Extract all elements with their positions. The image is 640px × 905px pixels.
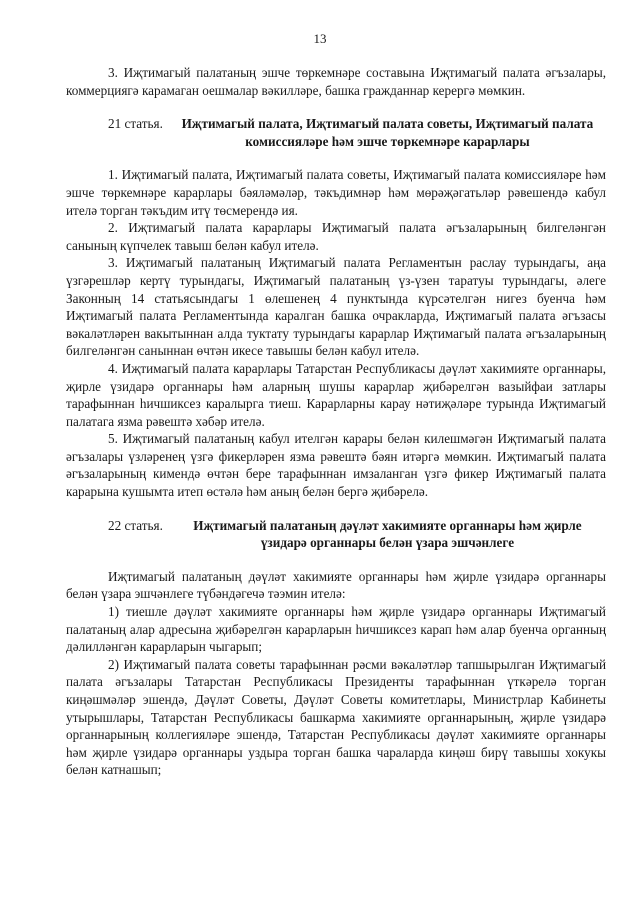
article-22-heading [66,517,606,552]
art21-item-5: 5. Иҗтимагый палатаның кабул ителгән карары белән килешмәгән Иҗтимагый палата әгъзалары үзләренең үзгә фикерләрен язма рәвештә бәян итәргә мөмкин. Иҗтимагый палата әгъзаларының кимендә өчтән бере тарафыннан имзаланган үзгә фикер Иҗтимагый палата карарына кушымта итеп өстәлә һәм аның белән бергә җибәрелә. [66,431,606,500]
art21-item-1: 1. Иҗтимагый палата, Иҗтимагый палата советы, Иҗтимагый палата комиссияләре һәм эшче төркемнәре карарлары бәяләмәләр, тәкъдимнәр һәм мөрәҗәгатьләр рәвешендә кабул ителә торган тәкъдим итү төсмерендә ия. [66,167,606,218]
art22-intro: Иҗтимагый палатаның дәүләт хакимияте органнары һәм җирле үзидарә органнары белән үзара эшчәнлеге түбәндәгечә тәэмин ителә: [66,568,606,602]
art22-item-1: 1) тиешле дәүләт хакимияте органнары һәм җирле үзидарә органнары Иҗтимагый палатаның алар адресына җибәрелгән карарларын һичшиксез карап һәм алар буенча органның дәлилләнгән карарларын чыгарып; [66,604,606,655]
article-22-number: 22 статья. [108,517,163,533]
article-21-number: 21 статья. [108,116,163,132]
art21-item-3: 3. Иҗтимагый палатаның Иҗтимагый палата Регламентын раслау турындагы, аңа үзгәрешләр кертү турындагы, Иҗтимагый палатаның үз-үзен таратуы турындагы, әлеге Законның 14 статьясындагы 1 өлешенең 4 пунктында күрсәтелгән нигез буенча һәм Иҗтимагый палата Регламентында каралган башка очракларда, Иҗтимагый палата әгъзасы вәкаләтләрен вакытыннан алда туктату турындагы карарлар Иҗтимагый палата әгъзаларының билгеләнгән саныннан өчтән икесе тавышы белән кабул ителә. [66,255,606,359]
paragraph-item-3: 3. Иҗтимагый палатаның эшче төркемнәре составына Иҗтимагый палата әгъзалары, коммерциягә карамаган оешмалар вәкилләре, башка гражданнар керергә мөмкин. [66,65,606,98]
page-number: 13 [313,31,327,46]
article-21-heading [66,115,606,150]
article-22-title: Иҗтимагый палатаның дәүләт хакимияте органнары һәм җирле үзидарә органнары белән үзара эшчәнлеге [193,517,582,551]
document-body [66,64,606,779]
article-21-title: Иҗтимагый палата, Иҗтимагый палата советы, Иҗтимагый палата комиссияләре һәм эшче төркемнәре карарлары [181,116,594,149]
art21-item-2: 2. Иҗтимагый палата карарлары Иҗтимагый палата әгъзаларының билгеләнгән санының күпчелек тавыш белән кабул ителә. [66,220,606,253]
art21-item-4: 4. Иҗтимагый палата карарлары Татарстан Республикасы дәүләт хакимияте органнары, җирле үзидарә органнары һәм аларның шушы карарлар җибәрелгән вазыйфаи затлары тарафыннан һичшиксез каралырга тиеш. Карарларны карау нәтиҗәләре турында Иҗтимагый палатага язма рәвештә хәбәр ителә. [66,360,606,429]
art22-item-2: 2) Иҗтимагый палата советы тарафыннан рәсми вәкаләтләр тапшырылган Иҗтимагый палата әгъзалары Татарстан Республикасы Президенты тарафыннан үткәрелә торган киңәшмәләр эшендә, Дәүләт Советы, Дәүләт Советы комитетлары, Министрлар Кабинеты утырышлары, Татарстан Республикасы башкарма хакимияте органнарының, җирле үзидарә органнарының коллегияләре эшендә, Татарстан Республикасы дәүләт хакимияте органнары һәм җирле үзидарә органнары уздыра торган башка чараларда киңәш бирү тавышы хокукы белән катнашып; [66,656,606,778]
